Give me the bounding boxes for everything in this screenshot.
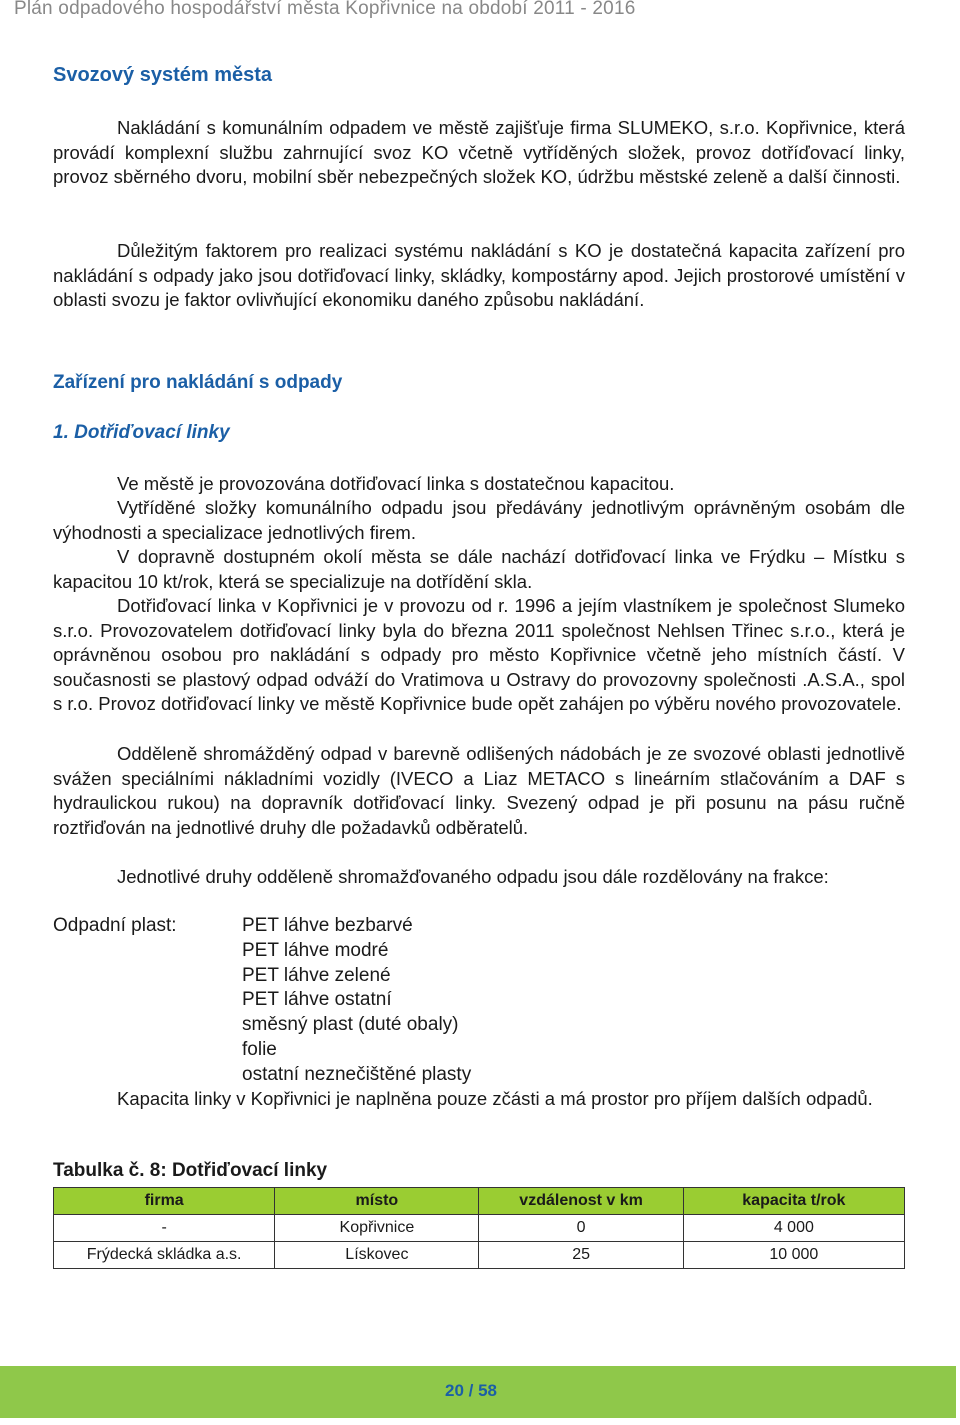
column-header-firm: firma	[54, 1188, 275, 1215]
facilities-title: Zařízení pro nakládání s odpady	[53, 372, 343, 393]
sorting-paragraph-3	[53, 545, 905, 594]
intro-paragraph-1	[53, 116, 905, 190]
table-cell: Lískovec	[275, 1242, 479, 1269]
list-item: PET láhve zelené	[242, 964, 391, 986]
list-item: PET láhve bezbarvé	[242, 915, 413, 936]
table-row	[54, 1242, 905, 1269]
sorting-paragraph-7	[53, 1087, 905, 1112]
sorting-p1-text: Ve městě je provozována dotřiďovací linka s dostatečnou kapacitou.	[117, 473, 675, 494]
sorting-lines-title: 1. Dotřiďovací linky	[53, 422, 230, 443]
table-cell: Frýdecká skládka a.s.	[54, 1242, 275, 1269]
sorting-p5-text: Odděleně shromážděný odpad v barevně odlišených nádobách je ze svozové oblasti jednotlivě svážen speciálními nákladními vozidly (IVECO a Liaz METACO s lineárním stlačováním a DAF s hydraulickou rukou) na dopravník dotřiďovací linky. Svezený odpad je při posunu na pásu ručně roztřiďován na jednotlivé druhy dle požadavků odběratelů.	[53, 743, 905, 838]
sorting-paragraph-4	[53, 594, 905, 717]
table-cell: 10 000	[683, 1242, 904, 1269]
column-header-capacity: kapacita t/rok	[683, 1188, 904, 1215]
intro-p2-text: Důležitým faktorem pro realizaci systému nakládání s KO je dostatečná kapacita zařízení pro nakládání s odpady jako jsou dotřiďovací linky, skládky, kompostárny apod. Jejich prostorové umístění v oblasti svozu je faktor ovlivňující ekonomiku daného způsobu nakládání.	[53, 240, 905, 310]
plastic-label: Odpadní plast:	[53, 915, 177, 936]
table-cell: Kopřivnice	[275, 1215, 479, 1242]
intro-p1-text: Nakládání s komunálním odpadem ve městě zajišťuje firma SLUMEKO, s.r.o. Kopřivnice, která provádí komplexní službu zahrnující svoz KO včetně vytříděných složek, provoz dotříďovací linky, provoz sběrného dvoru, mobilní sběr nebezpečných složek KO, údržbu městské zeleně a další činnosti.	[53, 117, 905, 187]
page-number: 20 / 58	[445, 1381, 497, 1400]
list-item: folie	[242, 1038, 277, 1060]
sorting-p4-text: Dotřiďovací linka v Kopřivnici je v provozu od r. 1996 a jejím vlastníkem je společnost Slumeko s.r.o. Provozovatelem dotřiďovací linky byla do března 2011 společnost Nehlsen Třinec s.r.o., která je oprávněnou osobou pro nakládání s odpady pro město Kopřivnice včetně jeho místních částí. V současnosti se plastový odpad odváží do Vratimova u Ostravy do provozovny společnosti .A.S.A., spol s r.o. Provoz dotřiďovací linky ve městě Kopřivnice bude opět zahájen po výběru nového provozovatele.	[53, 595, 905, 714]
table-cell: 0	[479, 1215, 683, 1242]
list-item: PET láhve modré	[242, 939, 389, 961]
sorting-p3-text: V dopravně dostupném okolí města se dále nachází dotřiďovací linka ve Frýdku – Místku s kapacitou 10 kt/rok, která se specializuje na dotřídění skla.	[53, 546, 905, 592]
section-title: Svozový systém města	[53, 64, 273, 86]
sorting-lines-table	[53, 1187, 905, 1269]
list-item: ostatní neznečištěné plasty	[242, 1063, 472, 1085]
list-item: PET láhve ostatní	[242, 989, 392, 1011]
fraction-list	[242, 914, 471, 1088]
sorting-p2-text: Vytříděné složky komunálního odpadu jsou předávány jednotlivým oprávněným osobám dle výhodnosti a specializace jednotlivých firem.	[53, 497, 905, 543]
table-row	[54, 1215, 905, 1242]
list-item: směsný plast (duté obaly)	[242, 1014, 459, 1036]
sorting-p7-text: Kapacita linky v Kopřivnici je naplněna pouze zčásti a má prostor pro příjem dalších odpadů.	[117, 1088, 873, 1109]
sorting-paragraph-1	[53, 472, 905, 497]
sorting-paragraph-6	[53, 865, 905, 890]
table-header-row	[54, 1188, 905, 1215]
column-header-place: místo	[275, 1188, 479, 1215]
column-header-distance: vzdálenost v km	[479, 1188, 683, 1215]
table-cell: 25	[479, 1242, 683, 1269]
document-header-title: Plán odpadového hospodářství města Kopřivnice na období 2011 - 2016	[14, 0, 636, 19]
table-cell: 4 000	[683, 1215, 904, 1242]
intro-paragraph-2	[53, 239, 905, 313]
table-caption: Tabulka č. 8: Dotřiďovací linky	[53, 1160, 328, 1181]
table-cell: -	[54, 1215, 275, 1242]
sorting-paragraph-5	[53, 742, 905, 840]
sorting-p6-text: Jednotlivé druhy odděleně shromažďovaného odpadu jsou dále rozdělovány na frakce:	[117, 866, 829, 887]
sorting-paragraph-2	[53, 496, 905, 545]
